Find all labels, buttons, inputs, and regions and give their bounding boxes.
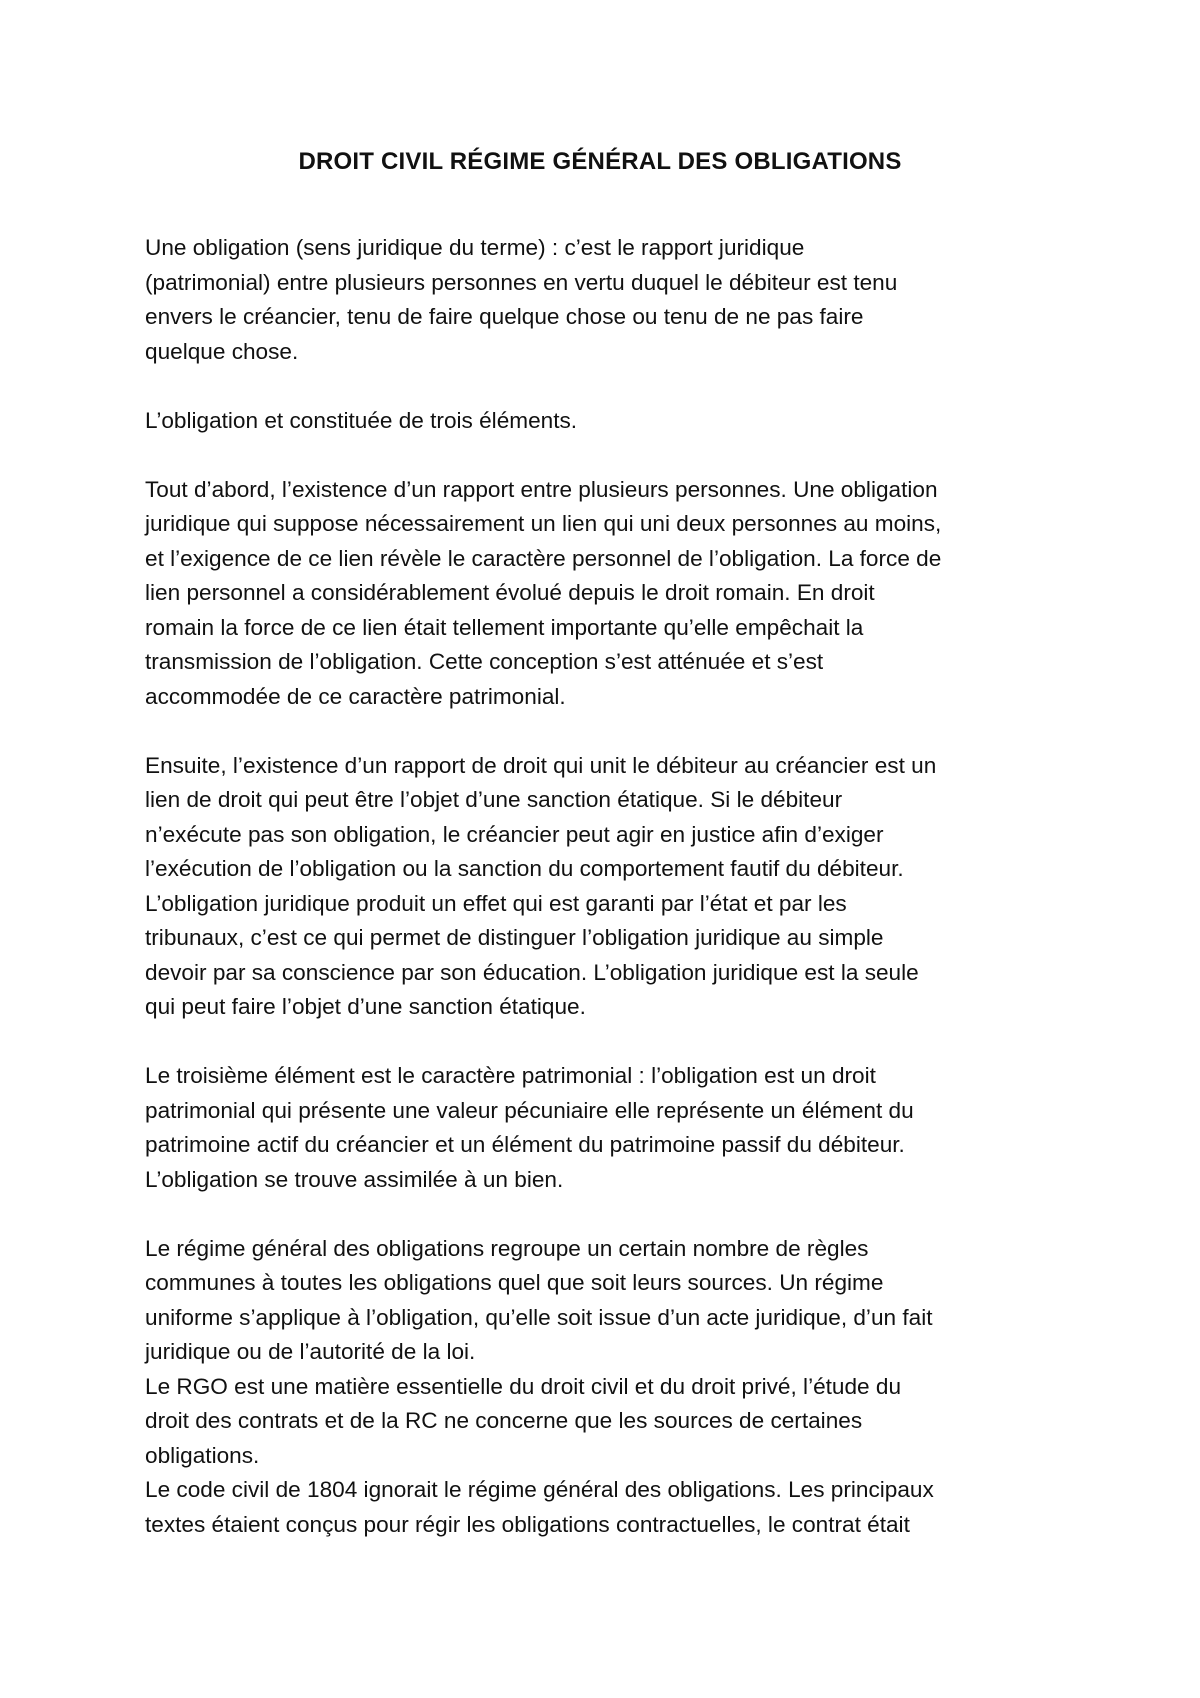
- text-line: tribunaux, c’est ce qui permet de distinguer l’obligation juridique au simple: [145, 925, 884, 950]
- text-line: quelque chose.: [145, 338, 299, 364]
- paragraph-second-element: [145, 749, 1075, 1025]
- text-line: patrimonial qui présente une valeur pécuniaire elle représente un élément du: [145, 1097, 914, 1123]
- paragraph-definition: [145, 231, 1075, 369]
- text-line: L’obligation juridique produit un effet qui est garanti par l’état et par les: [145, 890, 847, 916]
- text-line: envers le créancier, tenu de faire quelque chose ou tenu de ne pas faire: [145, 304, 864, 329]
- text-line: qui peut faire l’objet d’une sanction étatique.: [145, 994, 586, 1019]
- paragraph-general-regime: [145, 1232, 1075, 1543]
- text-line: textes étaient conçus pour régir les obligations contractuelles, le contrat était: [145, 1511, 910, 1537]
- text-line: patrimoine actif du créancier et un élément du patrimoine passif du débiteur.: [145, 1132, 905, 1157]
- text-line: lien personnel a considérablement évolué depuis le droit romain. En droit: [145, 580, 875, 605]
- text-line: Le régime général des obligations regroupe un certain nombre de règles: [145, 1235, 869, 1261]
- text-line: juridique qui suppose nécessairement un lien qui uni deux personnes au moins,: [145, 511, 942, 536]
- document-title: DROIT CIVIL RÉGIME GÉNÉRAL DES OBLIGATIONS: [298, 148, 902, 175]
- text-line: n’exécute pas son obligation, le créancier peut agir en justice afin d’exiger: [145, 821, 884, 847]
- text-line: droit des contrats et de la RC ne concerne que les sources de certaines: [145, 1408, 863, 1433]
- text-line: communes à toutes les obligations quel que soit leurs sources. Un régime: [145, 1270, 884, 1295]
- text-line: accommodée de ce caractère patrimonial.: [145, 683, 566, 709]
- text-line: Une obligation (sens juridique du terme) : c’est le rapport juridique: [145, 235, 805, 260]
- text-line: L’obligation se trouve assimilée à un bien.: [145, 1166, 564, 1192]
- paragraph-elements: [145, 404, 1075, 439]
- text-line: devoir par sa conscience par son éducation. L’obligation juridique est la seule: [145, 959, 919, 985]
- document-body: [145, 231, 1075, 1542]
- text-line: (patrimonial) entre plusieurs personnes en vertu duquel le débiteur est tenu: [145, 269, 898, 295]
- text-line: transmission de l’obligation. Cette conception s’est atténuée et s’est: [145, 649, 824, 674]
- text-line: lien de droit qui peut être l’objet d’une sanction étatique. Si le débiteur: [145, 787, 843, 812]
- text-line: uniforme s’applique à l’obligation, qu’elle soit issue d’un acte juridique, d’un fait: [145, 1304, 933, 1330]
- paragraph-third-element: [145, 1059, 1075, 1197]
- text-line: juridique ou de l’autorité de la loi.: [145, 1339, 476, 1364]
- text-line: l’exécution de l’obligation ou la sanction du comportement fautif du débiteur.: [145, 856, 904, 881]
- text-line: Ensuite, l’existence d’un rapport de droit qui unit le débiteur au créancier est un: [145, 752, 937, 778]
- text-line: Tout d’abord, l’existence d’un rapport entre plusieurs personnes. Une obligation: [145, 476, 938, 502]
- text-line: obligations.: [145, 1442, 260, 1468]
- text-line: Le code civil de 1804 ignorait le régime général des obligations. Les principaux: [145, 1477, 934, 1502]
- text-line: Le RGO est une matière essentielle du droit civil et du droit privé, l’étude du: [145, 1373, 902, 1399]
- paragraph-first-element: [145, 473, 1075, 715]
- text-line: L’obligation et constituée de trois éléments.: [145, 407, 578, 433]
- text-line: romain la force de ce lien était tellement importante qu’elle empêchait la: [145, 614, 864, 640]
- text-line: Le troisième élément est le caractère patrimonial : l’obligation est un droit: [145, 1063, 876, 1088]
- text-line: et l’exigence de ce lien révèle le caractère personnel de l’obligation. La force de: [145, 545, 942, 571]
